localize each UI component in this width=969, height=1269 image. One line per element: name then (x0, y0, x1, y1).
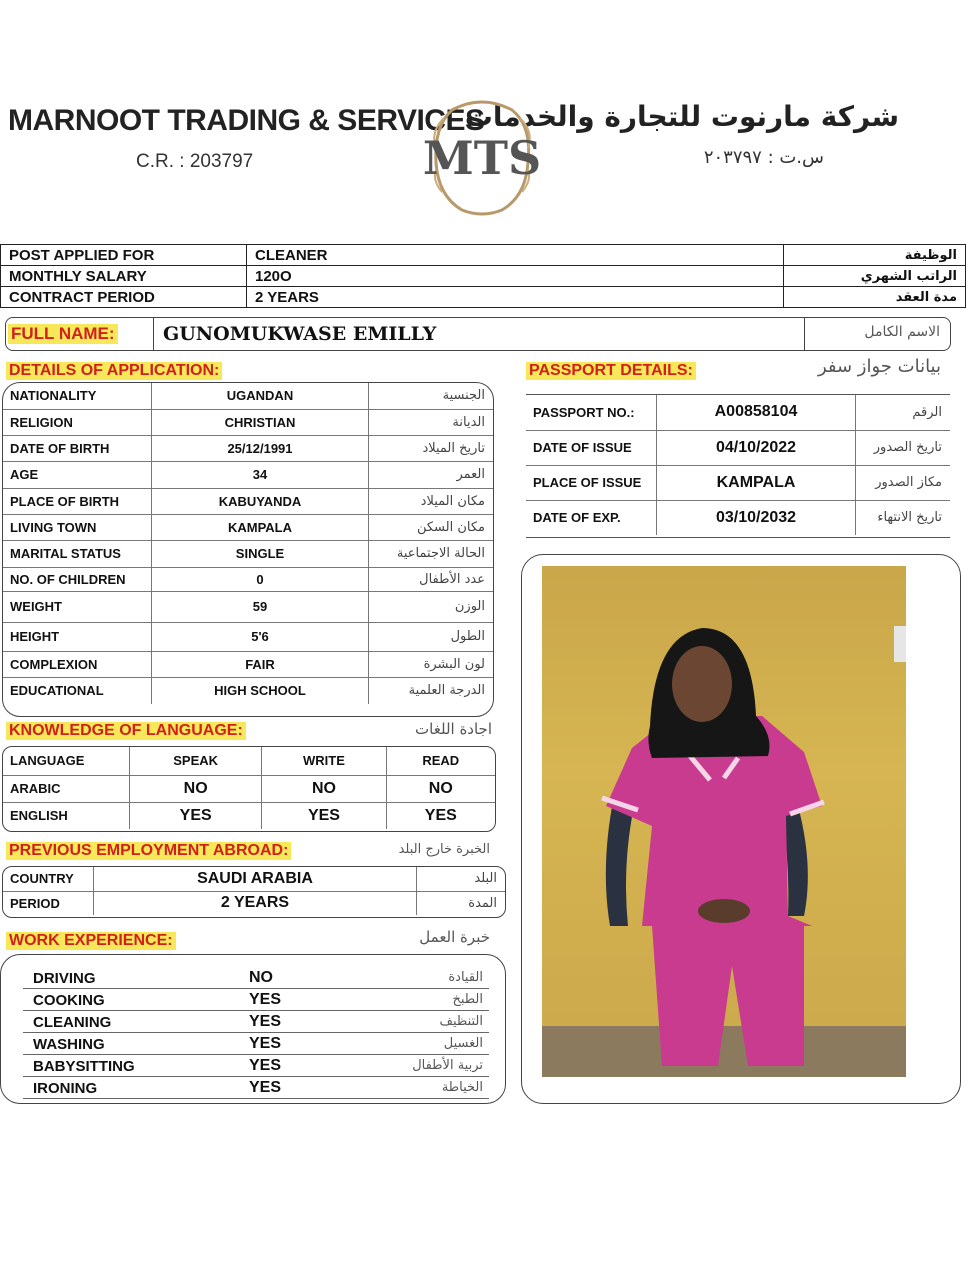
work-value: YES (249, 991, 282, 1008)
employment-panel (2, 866, 506, 918)
language-name: ENGLISH (10, 808, 68, 824)
field-value: HIGH SCHOOL (152, 677, 369, 704)
field-label: HEIGHT (3, 622, 152, 651)
language-speak-value: YES (130, 802, 262, 829)
language-name: ARABIC (3, 775, 130, 802)
field-label-ar: مكان السكن (369, 514, 494, 540)
list-item (23, 989, 489, 1011)
work-label-ar: تربية الأطفال (412, 1058, 483, 1073)
applicant-photo (542, 566, 906, 1077)
work-title: WORK EXPERIENCE: (6, 932, 176, 950)
field-label-ar: الدرجة العلمية (369, 677, 494, 704)
field-value: KAMPALA (152, 514, 369, 540)
work-value: YES (249, 1035, 282, 1052)
table-row (1, 287, 966, 308)
table-row (3, 514, 493, 540)
salary-value: 120O (247, 266, 784, 287)
full-name-label-ar: الاسم الكامل (864, 324, 940, 340)
table-row (526, 430, 950, 465)
passport-field-label-ar: تاريخ الصدور (856, 430, 951, 465)
field-label: DATE OF BIRTH (3, 435, 152, 461)
table-row (3, 747, 495, 775)
contract-value: 2 YEARS (247, 287, 784, 308)
work-label: COOKING (33, 992, 105, 1009)
field-value: CHRISTIAN (152, 409, 369, 435)
salary-label-ar: الراتب الشهري (784, 266, 966, 287)
table-row (526, 465, 950, 500)
field-value: 34 (152, 461, 369, 488)
field-label-ar: عدد الأطفال (369, 567, 494, 591)
work-value: YES (249, 1079, 282, 1096)
language-header: SPEAK (130, 747, 262, 775)
field-value: 0 (152, 567, 369, 591)
field-value: FAIR (152, 651, 369, 677)
field-label: COMPLEXION (3, 651, 152, 677)
work-label-ar: الغسيل (443, 1036, 483, 1051)
table-row (3, 383, 493, 409)
passport-field-value: KAMPALA (657, 465, 856, 500)
work-label: IRONING (33, 1080, 98, 1097)
employment-value: 2 YEARS (94, 891, 417, 915)
employment-value: SAUDI ARABIA (94, 867, 417, 891)
language-title: KNOWLEDGE OF LANGUAGE: (6, 722, 246, 740)
table-row (3, 891, 505, 915)
work-title-ar: خبرة العمل (419, 928, 490, 946)
table-row (3, 677, 493, 704)
contract-label: CONTRACT PERIOD (1, 287, 247, 308)
field-label: EDUCATIONAL (10, 683, 104, 699)
passport-field-label: PLACE OF ISSUE (526, 465, 657, 500)
work-label: DRIVING (33, 970, 96, 987)
company-logo-icon (422, 92, 542, 220)
field-label: LIVING TOWN (3, 514, 152, 540)
company-name-ar: شركة مارنوت للتجارة والخدمات (464, 100, 899, 133)
full-name-value: GUNOMUKWASE EMILLY (163, 323, 437, 345)
table-row (3, 802, 495, 829)
passport-field-value: 04/10/2022 (657, 430, 856, 465)
field-label-ar: الديانة (369, 409, 494, 435)
position-value: CLEANER (247, 245, 784, 266)
passport-field-value: A00858104 (657, 395, 856, 430)
employment-label: PERIOD (10, 895, 60, 911)
field-label: NO. OF CHILDREN (3, 567, 152, 591)
work-label-ar: الطبخ (452, 992, 483, 1007)
language-panel (2, 746, 496, 832)
language-table (3, 747, 495, 829)
table-row (3, 591, 493, 622)
field-label-ar: الطول (369, 622, 494, 651)
employment-title-ar: الخبرة خارج البلد (398, 842, 490, 857)
contract-label-ar: مدة العقد (784, 287, 966, 308)
language-read-value: NO (386, 775, 495, 802)
position-label: POST APPLIED FOR (1, 245, 247, 266)
field-label-ar: الحالة الاجتماعية (369, 540, 494, 567)
passport-field-label: DATE OF EXP. (533, 510, 621, 526)
field-label: NATIONALITY (3, 383, 152, 409)
language-title-ar: اجادة اللغات (415, 720, 492, 738)
work-value: YES (249, 1057, 282, 1074)
field-label: WEIGHT (3, 591, 152, 622)
work-label: WASHING (33, 1036, 105, 1053)
table-row (526, 395, 950, 430)
list-item (23, 1011, 489, 1033)
field-value: 59 (152, 591, 369, 622)
table-row (3, 567, 493, 591)
list-item (23, 1055, 489, 1077)
field-label-ar: مكان الميلاد (369, 488, 494, 514)
table-row (3, 867, 505, 891)
field-value: UGANDAN (152, 383, 369, 409)
employment-title: PREVIOUS EMPLOYMENT ABROAD: (6, 842, 291, 860)
work-panel (0, 954, 506, 1104)
employment-label: COUNTRY (3, 867, 94, 891)
table-row (3, 461, 493, 488)
passport-table (526, 395, 950, 535)
work-label-ar: القيادة (448, 970, 483, 985)
field-value: 25/12/1991 (152, 435, 369, 461)
field-label-ar: تاريخ الميلاد (369, 435, 494, 461)
company-cr-en: C.R. : 203797 (136, 151, 254, 172)
applicant-photo-icon (542, 566, 906, 1077)
employment-table (3, 867, 505, 915)
passport-field-label-ar: مكاز الصدور (856, 465, 951, 500)
field-label-ar: لون البشرة (369, 651, 494, 677)
application-title: DETAILS OF APPLICATION: (6, 362, 222, 380)
application-table (3, 383, 493, 704)
work-value: NO (249, 969, 273, 986)
employment-label-ar: البلد (417, 867, 506, 891)
company-name-en: MARNOOT TRADING & SERVICES (8, 104, 485, 137)
position-label-ar: الوظيفة (784, 245, 966, 266)
table-row (1, 266, 966, 287)
passport-field-value: 03/10/2032 (657, 500, 856, 535)
field-label-ar: الجنسية (369, 383, 494, 409)
language-header: WRITE (262, 747, 386, 775)
work-label: CLEANING (33, 1014, 112, 1031)
language-header: LANGUAGE (3, 747, 130, 775)
table-row (1, 245, 966, 266)
full-name-panel (5, 317, 951, 351)
list-item (23, 1033, 489, 1055)
field-label: RELIGION (3, 409, 152, 435)
passport-panel (526, 394, 950, 538)
field-label: PLACE OF BIRTH (3, 488, 152, 514)
table-row (3, 775, 495, 802)
position-table (0, 244, 966, 308)
field-value: SINGLE (152, 540, 369, 567)
list-item (23, 967, 489, 989)
field-label: MARITAL STATUS (3, 540, 152, 567)
table-row (3, 651, 493, 677)
field-label: AGE (3, 461, 152, 488)
table-row (526, 500, 950, 535)
passport-field-label: DATE OF ISSUE (526, 430, 657, 465)
language-write-value: NO (262, 775, 386, 802)
language-read-value: YES (386, 802, 495, 829)
logo-letters: MTS (422, 131, 542, 185)
salary-label: MONTHLY SALARY (1, 266, 247, 287)
work-label-ar: الخياطة (441, 1080, 483, 1095)
application-panel (2, 382, 494, 717)
language-write-value: YES (262, 802, 386, 829)
work-value: YES (249, 1013, 282, 1030)
language-header: READ (386, 747, 495, 775)
field-label-ar: العمر (369, 461, 494, 488)
work-label-ar: التنظيف (439, 1014, 483, 1029)
language-speak-value: NO (130, 775, 262, 802)
passport-field-label: PASSPORT NO.: (526, 395, 657, 430)
table-row (3, 435, 493, 461)
field-value: 5'6 (152, 622, 369, 651)
table-row (3, 622, 493, 651)
list-item (23, 1077, 489, 1099)
field-label-ar: الوزن (369, 591, 494, 622)
field-value: KABUYANDA (152, 488, 369, 514)
passport-title-ar: بيانات جواز سفر (817, 356, 941, 377)
company-cr-ar: س.ت : ٢٠٣٧٩٧ (703, 147, 824, 168)
full-name-label: FULL NAME: (8, 324, 118, 344)
passport-title: PASSPORT DETAILS: (526, 362, 696, 380)
table-row (3, 409, 493, 435)
passport-field-label-ar: تاريخ الانتهاء (856, 500, 951, 535)
work-label: BABYSITTING (33, 1058, 135, 1075)
employment-label-ar: المدة (417, 891, 506, 915)
table-row (3, 540, 493, 567)
passport-field-label-ar: الرقم (856, 395, 951, 430)
table-row (3, 488, 493, 514)
